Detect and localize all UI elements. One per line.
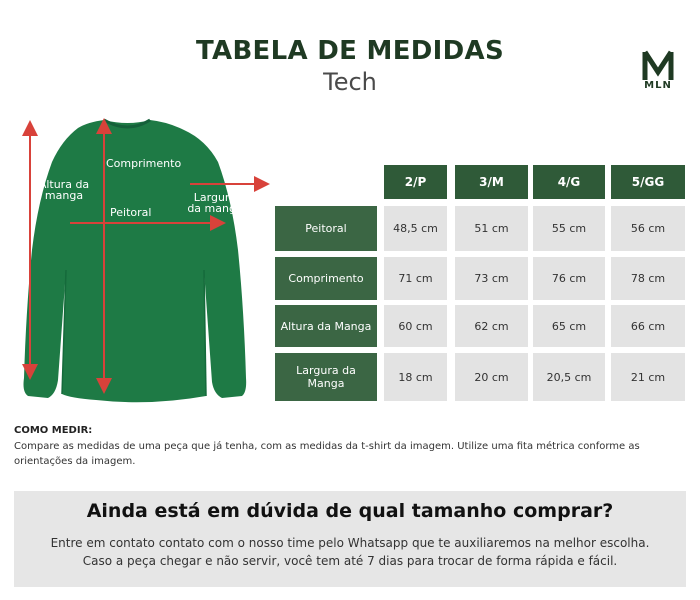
banner-text <box>14 534 686 570</box>
table-cell: 60 cm <box>384 305 447 347</box>
shirt-illustration <box>0 110 270 410</box>
banner-title: Ainda está em dúvida de qual tamanho comprar? <box>86 500 614 522</box>
size-header: 2/P <box>384 165 447 199</box>
row-label-largura-manga: Largura da Manga <box>275 353 377 401</box>
page-title: TABELA DE MEDIDAS <box>196 36 504 66</box>
how-to-title: COMO MEDIR: <box>14 425 93 436</box>
label-peitoral: Peitoral <box>110 206 152 219</box>
size-header: 4/G <box>533 165 605 199</box>
size-header: 5/GG <box>611 165 685 199</box>
table-cell: 55 cm <box>533 206 605 251</box>
row-label-comprimento: Comprimento <box>275 257 377 300</box>
table-cell: 76 cm <box>533 257 605 300</box>
size-header: 3/M <box>455 165 528 199</box>
table-cell: 78 cm <box>611 257 685 300</box>
table-cell: 51 cm <box>455 206 528 251</box>
table-cell: 71 cm <box>384 257 447 300</box>
help-banner <box>14 491 686 587</box>
table-cell: 20 cm <box>455 353 528 401</box>
page-subtitle: Tech <box>323 68 377 96</box>
label-largura-manga: Largura da manga <box>187 191 243 215</box>
table-cell: 48,5 cm <box>384 206 447 251</box>
banner-line-2: Caso a peça chegar e não servir, você tem até 7 dias para trocar de forma rápida e fácil. <box>82 554 618 568</box>
table-cell: 73 cm <box>455 257 528 300</box>
table-cell: 66 cm <box>611 305 685 347</box>
how-to-text: Compare as medidas de uma peça que já tenha, com as medidas da t-shirt da imagem. Utilize uma fita métrica conforme as orientações da imagem. <box>14 441 640 467</box>
label-altura-manga: Altura da manga <box>38 178 90 202</box>
row-label-peitoral: Peitoral <box>275 206 377 251</box>
brand-logo-text: MLN <box>644 80 672 91</box>
table-cell: 65 cm <box>533 305 605 347</box>
table-cell: 20,5 cm <box>533 353 605 401</box>
table-cell: 21 cm <box>611 353 685 401</box>
table-cell: 18 cm <box>384 353 447 401</box>
table-cell: 56 cm <box>611 206 685 251</box>
table-cell: 62 cm <box>455 305 528 347</box>
label-comprimento: Comprimento <box>106 157 182 170</box>
banner-line-1: Entre em contato contato com o nosso time pelo Whatsapp que te auxiliaremos na melhor escolha. <box>50 536 650 550</box>
row-label-altura-manga: Altura da Manga <box>275 305 377 347</box>
